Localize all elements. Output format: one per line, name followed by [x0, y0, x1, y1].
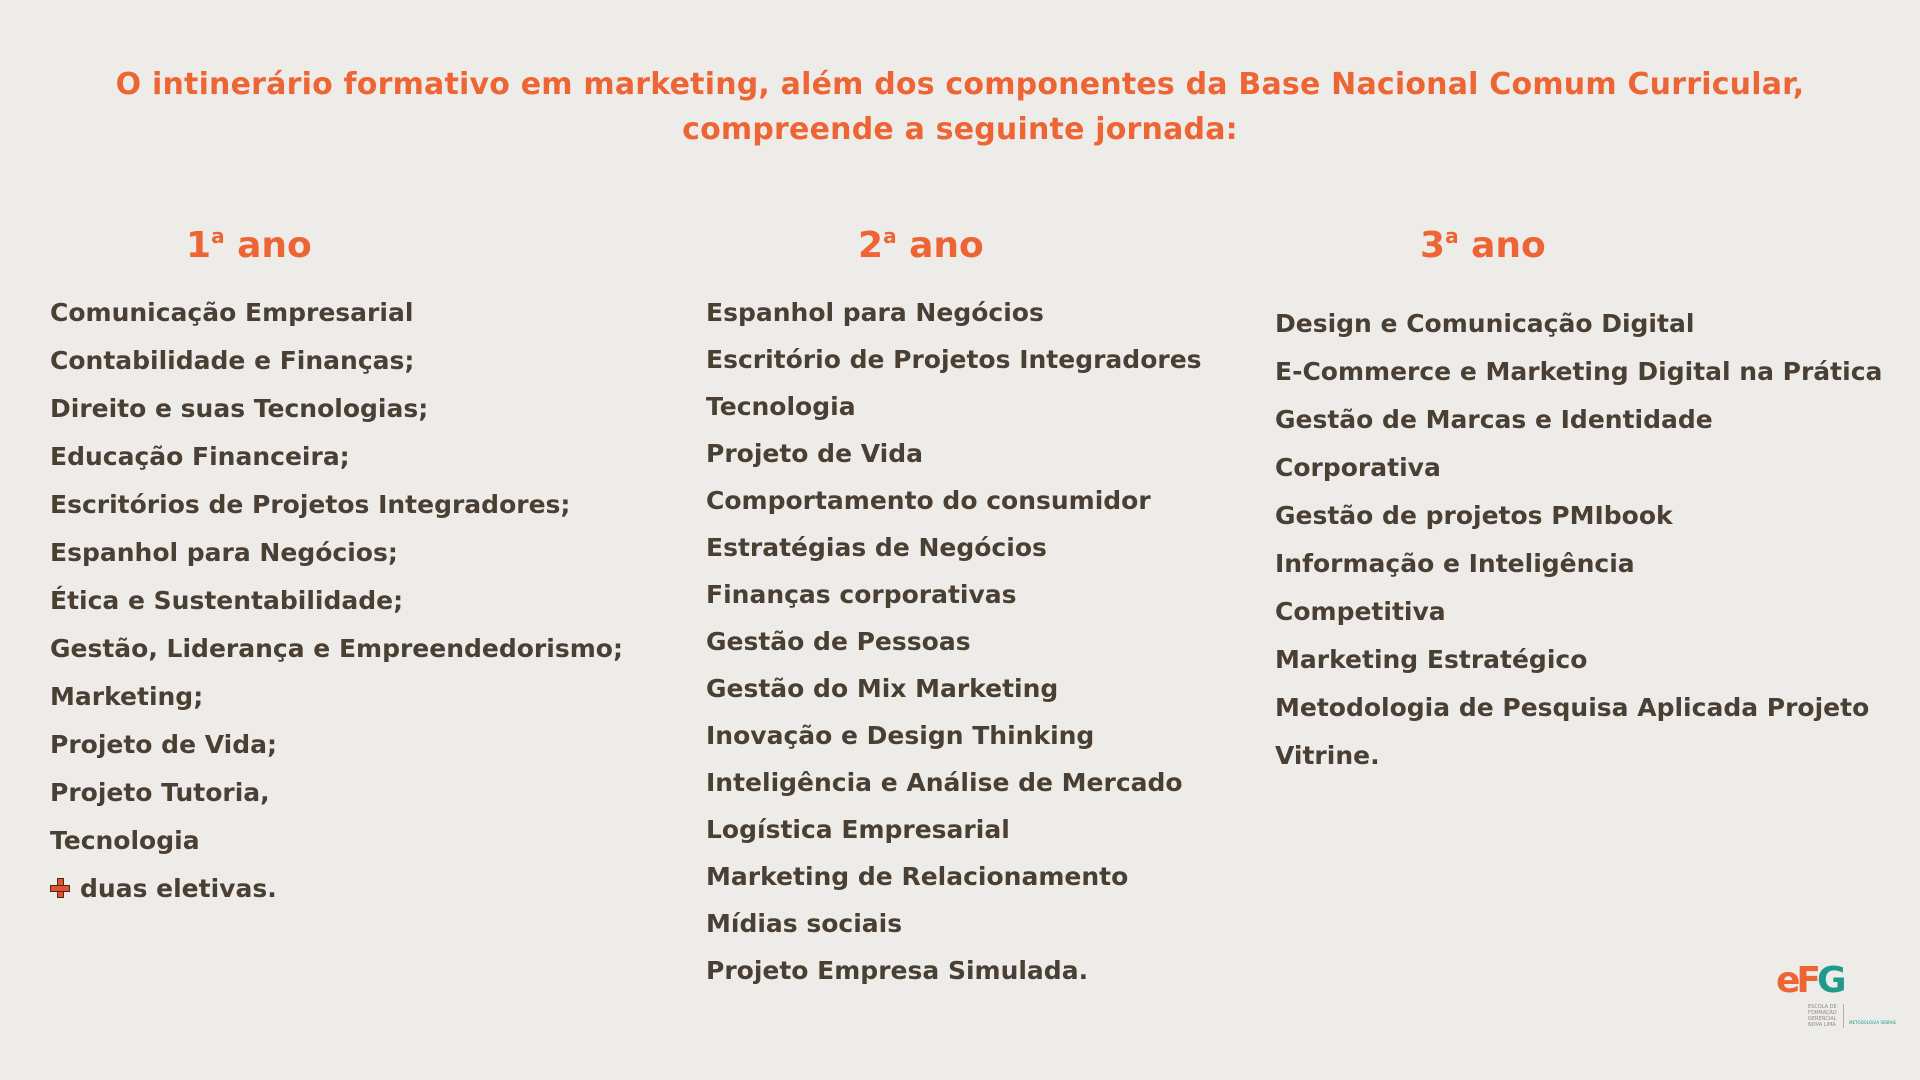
logo-subtitle: ESCOLA DE FORMAÇÃO GERENCIAL NOVA LIMA — [1808, 1004, 1844, 1028]
list-item: Marketing Estratégico — [1275, 645, 1588, 674]
year-2-heading: 2$^a$ ano — [858, 224, 984, 266]
list-item: Inovação e Design Thinking — [706, 721, 1095, 750]
page-title-line-1: O intinerário formativo em marketing, além dos componentes da Base Nacional Comum Curricular, — [115, 67, 1805, 102]
list-item: Tecnologia — [706, 392, 856, 421]
list-item: Gestão de projetos PMIbook — [1275, 501, 1673, 530]
list-item: Marketing de Relacionamento — [706, 862, 1129, 891]
list-item: Projeto de Vida; — [50, 730, 277, 759]
list-item: Ética e Sustentabilidade; — [50, 586, 404, 615]
list-item: Gestão do Mix Marketing — [706, 674, 1059, 703]
list-item: Vitrine. — [1275, 741, 1380, 770]
list-item: Comportamento do consumidor — [706, 486, 1151, 515]
list-item: Espanhol para Negócios; — [50, 538, 398, 567]
logo-letters: eFG — [1776, 960, 1847, 1001]
list-item: Finanças corporativas — [706, 580, 1017, 609]
list-item: Logística Empresarial — [706, 815, 1010, 844]
efg-logo — [1776, 960, 1897, 1032]
year-3-subject-list — [1275, 304, 1882, 784]
list-item: Projeto Empresa Simulada. — [706, 956, 1089, 985]
electives-label: duas eletivas. — [80, 874, 277, 903]
list-item: Escritório de Projetos Integradores — [706, 345, 1202, 374]
list-item: Corporativa — [1275, 453, 1441, 482]
list-item: Escritórios de Projetos Integradores; — [50, 490, 571, 519]
logo-tag: METODOLOGIA SEBRAE — [1849, 1020, 1897, 1025]
list-item: Tecnologia — [50, 826, 200, 855]
list-item: Espanhol para Negócios — [706, 298, 1044, 327]
list-item: Design e Comunicação Digital — [1275, 309, 1695, 338]
list-item: Metodologia de Pesquisa Aplicada Projeto — [1275, 693, 1870, 722]
list-item: Direito e suas Tecnologias; — [50, 394, 429, 423]
year-1-heading: 1$^a$ ano — [186, 224, 312, 266]
list-item: E-Commerce e Marketing Digital na Prática — [1275, 357, 1883, 386]
list-item: Projeto de Vida — [706, 439, 923, 468]
list-item: Mídias sociais — [706, 909, 903, 938]
page-title — [0, 62, 1920, 152]
plus-icon — [50, 878, 70, 898]
list-item: Educação Financeira; — [50, 442, 350, 471]
list-item: Inteligência e Análise de Mercado — [706, 768, 1183, 797]
page-title-line-2: compreende a seguinte jornada: — [682, 112, 1238, 147]
list-item: Informação e Inteligência — [1275, 549, 1635, 578]
list-item: Gestão de Pessoas — [706, 627, 971, 656]
list-item: Projeto Tutoria, — [50, 778, 270, 807]
list-item: Comunicação Empresarial — [50, 298, 414, 327]
list-item: Gestão, Liderança e Empreendedorismo; — [50, 634, 623, 663]
list-item: Estratégias de Negócios — [706, 533, 1047, 562]
list-item: Contabilidade e Finanças; — [50, 346, 415, 375]
list-item: Competitiva — [1275, 597, 1446, 626]
list-item: Marketing; — [50, 682, 204, 711]
year-3-heading: 3$^a$ ano — [1420, 224, 1546, 266]
year-1-subject-list — [50, 293, 623, 917]
list-item: Gestão de Marcas e Identidade — [1275, 405, 1713, 434]
electives-item — [50, 869, 623, 917]
year-2-subject-list — [706, 293, 1202, 998]
